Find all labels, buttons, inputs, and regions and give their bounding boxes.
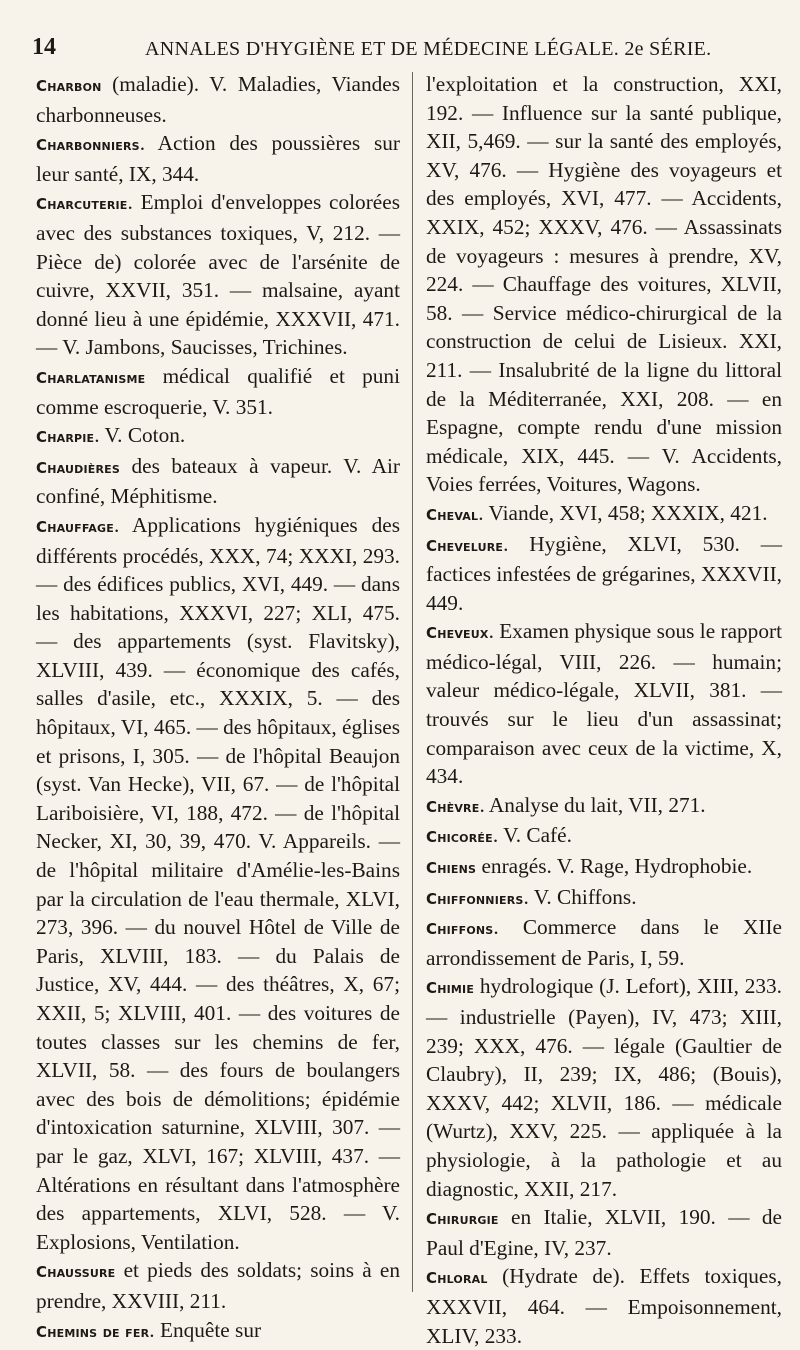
running-head: ANNALES D'HYGIÈNE ET DE MÉDECINE LÉGALE. 2e SÉRIE. (145, 38, 712, 60)
index-entry (426, 821, 782, 852)
index-term: Chèvre (426, 797, 480, 816)
index-entry (426, 883, 782, 914)
index-entry (426, 1203, 782, 1262)
index-entry (426, 852, 782, 883)
index-entry (36, 1256, 400, 1315)
index-text: et pieds des soldats; soins à en prendre, XXVIII, 211. (36, 1258, 400, 1313)
index-term: Chiffons (426, 920, 494, 939)
index-term: Charcuterie (36, 195, 128, 214)
index-entry (426, 972, 782, 1203)
index-entry (426, 70, 782, 499)
index-text: . V. Chiffons. (523, 884, 637, 909)
index-term: Cheveux (426, 624, 489, 643)
index-entry (426, 791, 782, 822)
index-term: Charpie (36, 428, 95, 447)
column-divider (412, 72, 413, 1292)
index-entry (426, 530, 782, 618)
index-entry (426, 499, 782, 530)
index-text: . Hygiène, XLVI, 530. — factices infestées de grégarines, XXXVII, 449. (426, 531, 782, 615)
index-text: l'exploitation et la construction, XXI, 192. — Influence sur la santé publique, XII, 5,469. — sur la santé des employés, XV, 476. — Hygiène des voyageurs et des employés, XVI, 477. — Accidents, XXIX, 452; XXXV, 476. — Assassinats de voyageurs : mesures à prendre, XV, 224. — Chauffage des voitures, XLVII, 58. — Service médico-chirurgical de la construction de celui de Lisieux. XXI, 211. — Insalubrité de la ligne du littoral de la Méditerranée, XXI, 208. — en Espagne, compte rendu d'une mission médicale, XIX, 445. — V. Accidents, Voies ferrées, Voitures, Wagons. (426, 72, 782, 497)
index-entry (36, 1316, 400, 1347)
index-entry (36, 421, 400, 452)
page-number: 14 (32, 34, 56, 60)
index-term: Chevelure (426, 536, 504, 555)
index-text: . Commerce dans le XIIe arrondissement de Paris, I, 59. (426, 915, 782, 970)
index-term: Chauffage (36, 517, 114, 536)
page-header (0, 34, 800, 68)
index-text: . Action des poussières sur leur santé, IX, 344. (36, 131, 400, 186)
index-term: Chaudières (36, 458, 120, 477)
index-text: (maladie). V. Maladies, Viandes charbonneuses. (36, 72, 400, 127)
index-term: Chiens (426, 859, 477, 878)
index-term: Charlatanisme (36, 368, 146, 387)
index-text: . Enquête sur (149, 1317, 262, 1342)
index-text: . V. Coton. (94, 423, 186, 448)
index-text: . Applications hygiéniques des différents procédés, XXX, 74; XXXI, 293. — des édifices publics, XVI, 449. — dans les habitations, XXXVI, 227; XLI, 475. — des appartements (syst. Flavitsky), XLVIII, 439. — économique des cafés, salles d'asile, etc., XXXIX, 5. — des hôpitaux, VI, 465. — des hôpitaux, églises et prisons, I, 305. — de l'hôpital Beaujon (syst. Van Hecke), VII, 67. — de l'hôpital Lariboisière, VI, 188, 472. — de l'hôpital Necker, XI, 30, 39, 470. V. Appareils. — de l'hôpital militaire d'Amélie-les-Bains par la circulation de l'eau thermale, XLVI, 273, 396. — du nouvel Hôtel de Ville de Paris, XLVIII, 183. — du Palais de Justice, XV, 444. — des théâtres, X, 67; XXII, 5; XLVIII, 401. — des voitures de toutes classes sur les chemins de fer, XLVII, 58. — des fours de boulangers avec des bois de démolitions; épidémie d'intoxication saturnine, XLVIII, 307. — par le gaz, XLVI, 167; XLVIII, 437. — Altérations en résultant dans l'atmosphère des appartements, XLVI, 528. — V. Explosions, Ventilation. (36, 512, 400, 1254)
index-term: Chemins de fer (36, 1322, 150, 1341)
index-term: Chicorée (426, 828, 493, 847)
index-term: Charbonniers (36, 136, 140, 155)
index-text: en Italie, XLVII, 190. — de Paul d'Egine, IV, 237. (426, 1205, 782, 1260)
index-text: . Viande, XVI, 458; XXXIX, 421. (478, 500, 768, 525)
index-text: . V. Café. (492, 823, 572, 848)
index-term: Chaussure (36, 1263, 116, 1282)
index-entry (36, 129, 400, 188)
index-entry (426, 1262, 782, 1350)
index-entry (36, 362, 400, 421)
left-column (36, 70, 400, 1342)
index-entry (36, 452, 400, 511)
index-term: Chiffonniers (426, 889, 524, 908)
index-text: . Emploi d'enveloppes colorées avec des substances toxiques, V, 212. — Pièce de) colorée avec de l'arsénite de cuivre, XXVII, 351. — malsaine, ayant donné lieu à une épidémie, XXXVII, 471. — V. Jambons, Saucisses, Trichines. (36, 190, 400, 360)
index-entry (36, 188, 400, 362)
index-text: . Analyse du lait, VII, 271. (479, 792, 706, 817)
index-text: médical qualifié et puni comme escroquerie, V. 351. (36, 363, 400, 419)
right-column (426, 70, 782, 1348)
index-entry (36, 70, 400, 129)
index-term: Cheval (426, 505, 479, 524)
index-text: . Examen physique sous le rapport médico-légal, VIII, 226. — humain; valeur médico-légale, XLVII, 381. — trouvés sur le lieu d'un assassinat; comparaison avec ceux de la victime, X, 434. (426, 619, 782, 789)
index-term: Chloral (426, 1269, 488, 1288)
index-text: des bateaux à vapeur. V. Air confiné, Méphitisme. (36, 453, 400, 509)
index-entry (426, 617, 782, 791)
index-text: enragés. V. Rage, Hydrophobie. (476, 854, 753, 879)
index-term: Chirurgie (426, 1210, 499, 1229)
index-entry (36, 511, 400, 1256)
index-text: (Hydrate de). Effets toxiques, XXXVII, 464. — Empoisonnement, XLIV, 233. (426, 1264, 782, 1348)
index-text: hydrologique (J. Lefort), XIII, 233. — industrielle (Payen), IV, 473; XIII, 239; XXX, 476. — légale (Gaultier de Claubry), II, 239; IX, 486; (Bouis), XXXV, 442; XLVII, 186. — médicale (Wurtz), XXV, 225. — appliquée à la physiologie, à la pathologie et au diagnostic, XXII, 217. (426, 974, 782, 1201)
index-term: Charbon (36, 77, 102, 95)
index-term: Chimie (426, 979, 475, 998)
index-entry (426, 913, 782, 972)
